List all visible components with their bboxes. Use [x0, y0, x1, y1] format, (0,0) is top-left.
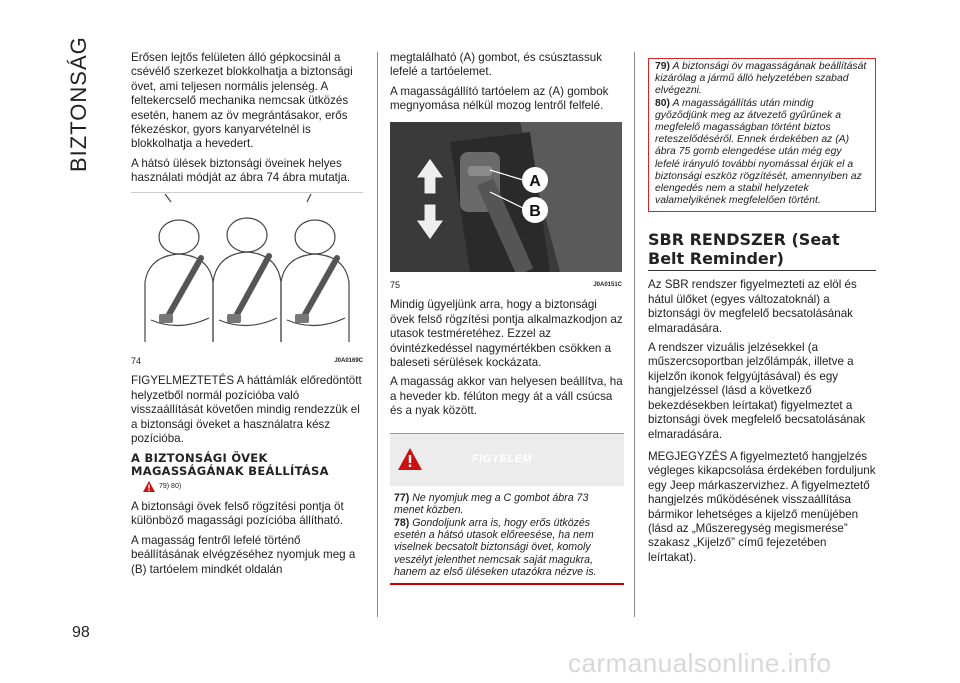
- paragraph: MEGJEGYZÉS A figyelmeztető hangjelzés végleges kikapcsolása érdekében forduljunk egy Jeep márkaszervizhez. A figyelmeztető hangjelzés működésének visszaállítása bármikor lehetséges a kijelző menüjében (lásd az „Műszeregység megismerése” szakasz „Kijelző” című fejezetében leírtakat).: [648, 449, 876, 564]
- paragraph: A rendszer vizuális jelzésekkel (a műszercsoportban jelzőlámpák, illetve a kijelzőn ikonok felgyújtásával) és egy hangjelzéssel (lásd a következő bekezdésekben leírtakat) figyelmeztet a biztonsági övek megfelelő becsatolásának elmaradására.: [648, 341, 866, 441]
- belt-height-adjuster-photo: [390, 122, 622, 272]
- warning-text: Gondoljunk arra is, hogy erős ütközés esetén a hátsó utasok előreesése, ha nem viselnek becsatolt biztonsági övet, komoly veszélyt jelenthet nemcsak saját magukra, hanem az első üléseken utazókra nézve is.: [394, 516, 597, 579]
- column-3: [648, 58, 876, 570]
- warning-triangle-icon: [143, 481, 155, 492]
- column-1: [131, 51, 367, 582]
- figure-number: 74: [131, 356, 142, 367]
- warning-notes-box: [648, 58, 876, 212]
- warning-triangle-icon: [398, 448, 422, 470]
- paragraph: A magasságállító tartóelem az (A) gombok megnyomása nélkül mozog lentről felfelé.: [390, 84, 609, 113]
- paragraph: Erősen lejtős felületen álló gépkocsinál a csévélő szerkezet blokkolhatja a biztonsági övet, ami teljesen normális jelenség. A feltekercselő mechanika nemcsak ütközés esetén, hanem az öv megrántásakor, erős fékezéskor, gyors kanyarvételnél is blokkolhatja a hevedert.: [131, 51, 353, 151]
- paragraph: megtalálható (A) gombot, és csúsztassuk lefelé a tartóelemet.: [390, 51, 603, 79]
- paragraph: A hátsó ülések biztonsági öveinek helyes használati módját az ábra 74 ábra mutatja.: [131, 156, 351, 185]
- warning-refs-text: 79) 80): [159, 482, 182, 490]
- warning-text: Ne nyomjuk meg a C gombot ábra 73 menet közben.: [394, 491, 589, 517]
- column-divider: [377, 52, 378, 617]
- warning-text: A magasságállítás után mindig győződjünk meg az átvezető gyűrűnek a megfelelő magasságban történt biztos reteszelődéséről. Ennek érdekében az (A) ábra 75 gomb elengedése után még egy lefelé irányuló további nyomással érjük el a biztonsági eszköz rögzítését, amennyiben az elengedés nem a stabil helyzetek valamelyikének megfelelően történt.: [655, 97, 862, 207]
- figure-code: J0A0151C: [593, 282, 622, 289]
- section-title-vertical: [66, 36, 126, 172]
- watermark: carmanualsonline.info: [568, 648, 832, 678]
- section-heading: SBR RENDSZER (Seat Belt Reminder): [648, 230, 840, 269]
- warning-box: [390, 433, 624, 585]
- figure-code: J0A0169C: [334, 358, 363, 365]
- warning-body: [390, 486, 624, 583]
- section-title-text: BIZTONSÁG: [66, 36, 91, 172]
- warning-number: 77): [394, 491, 410, 504]
- page-number: 98: [72, 624, 90, 641]
- heading-underline: [648, 270, 876, 271]
- section-heading: A BIZTONSÁGI ÖVEK MAGASSÁGÁNAK BEÁLLÍTÁSA: [131, 450, 329, 478]
- paragraph: A magasság fentről lefelé történő beállításának elvégzéséhez nyomjuk meg a (B) tartóelem mindkét oldalán: [131, 533, 356, 576]
- paragraph: Az SBR rendszer figyelmezteti az elöl és hátul ülőket (egyes változatoknál) a biztonsági öv megfelelő becsatolásának elmaradására.: [648, 278, 857, 335]
- warning-reference: [143, 480, 367, 494]
- warning-title: FIGYELEM: [472, 452, 533, 465]
- figure-number: 75: [390, 280, 401, 291]
- figure-75: [390, 122, 622, 293]
- column-divider: [634, 52, 635, 617]
- warning-header: [390, 434, 624, 486]
- rear-seats-belts-illustration: [131, 192, 363, 348]
- label-a: A: [529, 172, 541, 190]
- warning-number: 79): [655, 61, 671, 72]
- warning-text: A biztonsági öv magasságának beállítását kizárólag a jármű álló helyzetében szabad elvégezni.: [655, 61, 867, 97]
- paragraph: A magasság akkor van helyesen beállítva, ha a heveder kb. félúton megy át a váll csúcsa és a nyak között.: [390, 375, 623, 418]
- paragraph: Mindig ügyeljünk arra, hogy a biztonsági övek felső rögzítési pontja alkalmazkodjon az utasok testméretéhez. Ezzel az óvintézkedéssel nagymértékben csökken a baleseti sérülések kockázata.: [390, 298, 623, 370]
- paragraph: A biztonsági övek felső rögzítési pontja öt különböző magassági pozícióba állítható.: [131, 499, 344, 528]
- figure-74: [131, 192, 363, 369]
- column-2: [390, 51, 624, 585]
- warning-number: 78): [394, 516, 410, 529]
- warning-number: 80): [655, 97, 671, 109]
- label-b: B: [529, 202, 541, 220]
- paragraph: FIGYELMEZTETÉS A háttámlák előredöntött helyzetből normál pozícióba való visszaállítását követően mindig rendezzük el a biztonsági öveket a használatra kész pozícióba.: [131, 374, 362, 446]
